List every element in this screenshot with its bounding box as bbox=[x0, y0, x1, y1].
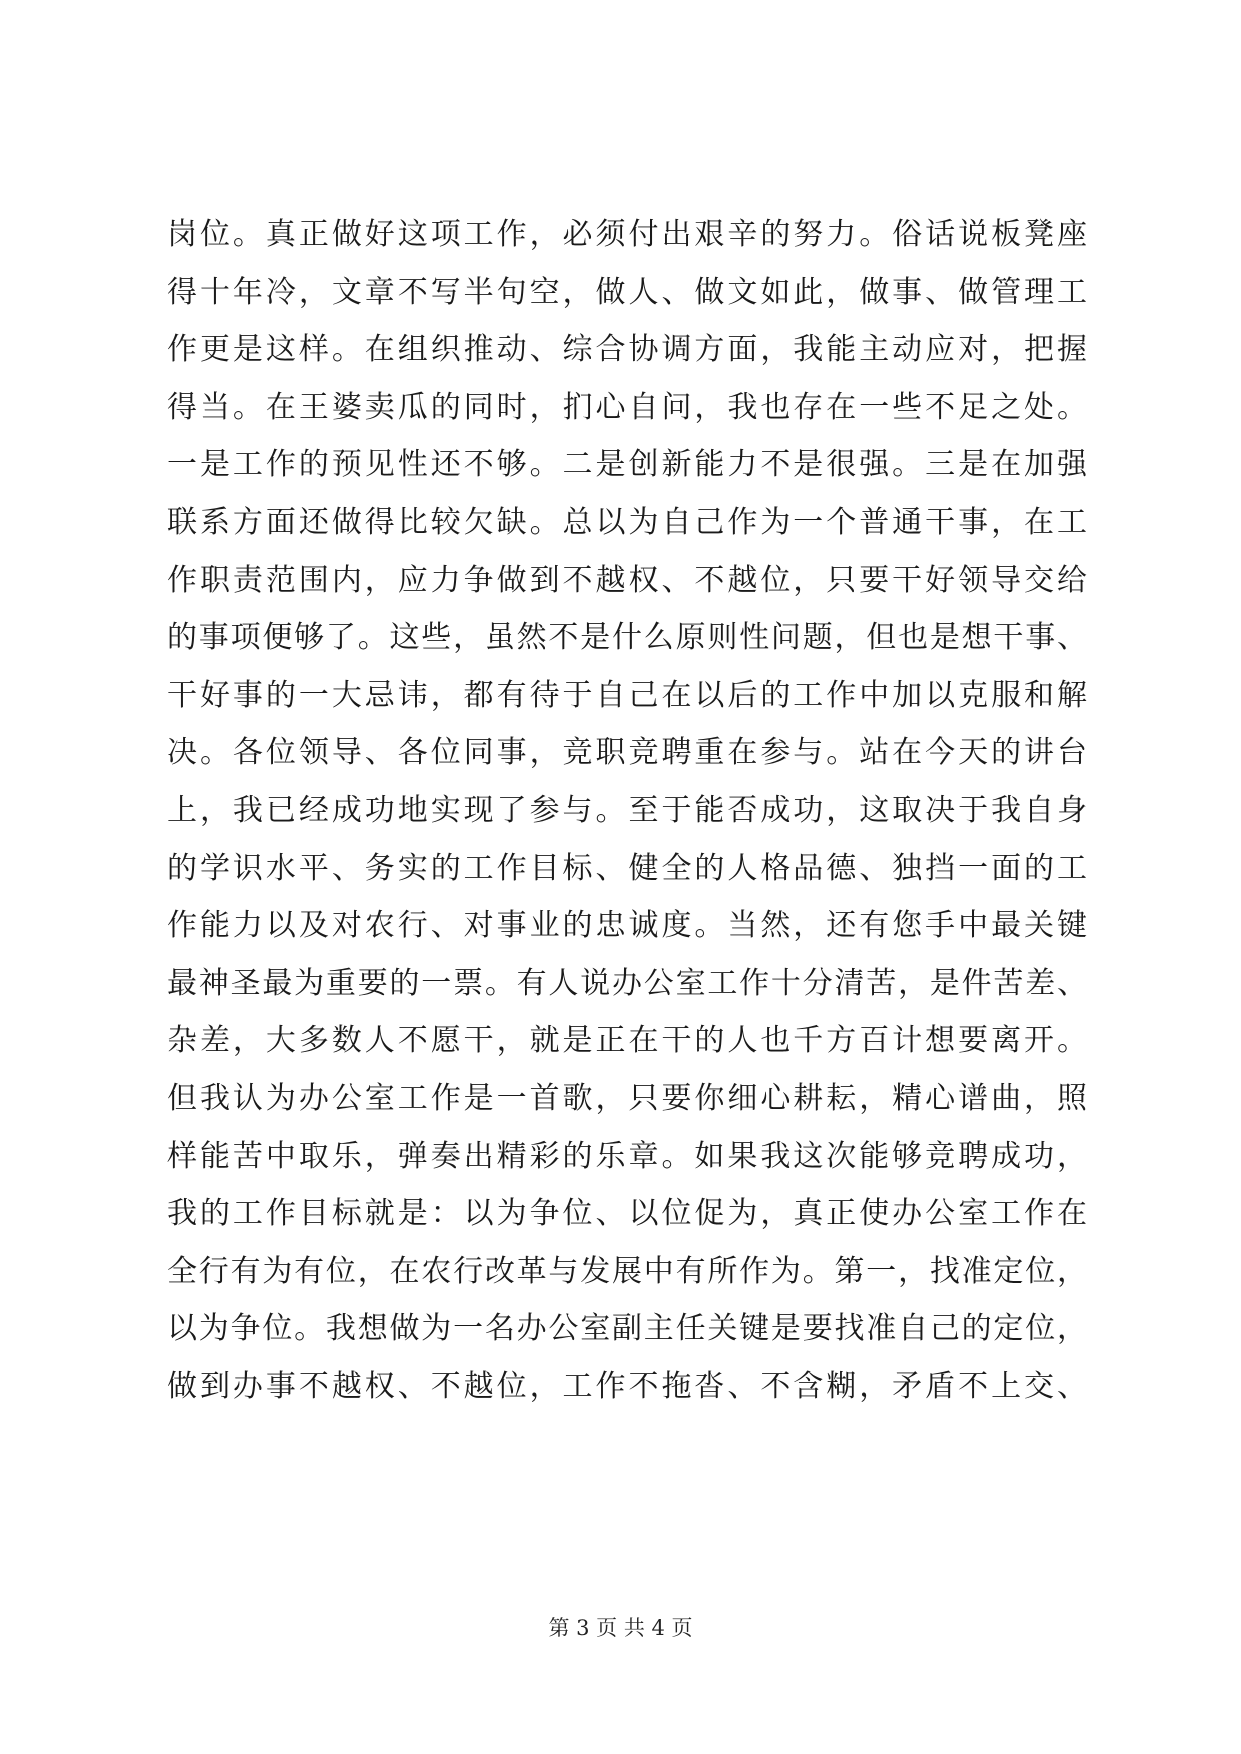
text-line-1: 岗位。真正做好这项工作，必须付出艰辛的努力。俗话说板凳座 bbox=[167, 217, 1087, 252]
text-line-15: 杂差，大多数人不愿干，就是正在干的人也千方百计想要离开。 bbox=[167, 1023, 1087, 1059]
text-line-10: 决。各位领导、各位同事，竞职竞聘重在参与。站在今天的讲台 bbox=[167, 735, 1087, 771]
text-line-20: 以为争位。我想做为一名办公室副主任关键是要找准自己的定位， bbox=[167, 1311, 1087, 1347]
text-line-5: 一是工作的预见性还不够。二是创新能力不是很强。三是在加强 bbox=[167, 447, 1087, 483]
text-line-17: 样能苦中取乐，弹奏出精彩的乐章。如果我这次能够竞聘成功， bbox=[167, 1138, 1087, 1174]
text-line-12: 的学识水平、务实的工作目标、健全的人格品德、独挡一面的工 bbox=[167, 850, 1087, 886]
text-line-3: 作更是这样。在组织推动、综合协调方面，我能主动应对，把握 bbox=[167, 332, 1087, 368]
text-line-8: 的事项便够了。这些，虽然不是什么原则性问题，但也是想干事、 bbox=[167, 620, 1087, 656]
body-text bbox=[167, 206, 1087, 1415]
text-line-18: 我的工作目标就是：以为争位、以位促为，真正使办公室工作在 bbox=[167, 1196, 1087, 1232]
text-line-16: 但我认为办公室工作是一首歌，只要你细心耕耘，精心谱曲，照 bbox=[167, 1080, 1087, 1116]
text-line-6: 联系方面还做得比较欠缺。总以为自己作为一个普通干事，在工 bbox=[167, 504, 1087, 540]
text-line-2: 得十年冷，文章不写半句空，做人、做文如此，做事、做管理工 bbox=[167, 274, 1087, 310]
text-line-9: 干好事的一大忌讳，都有待于自己在以后的工作中加以克服和解 bbox=[167, 677, 1087, 713]
text-line-19: 全行有为有位，在农行改革与发展中有所作为。第一，找准定位， bbox=[167, 1253, 1087, 1289]
text-line-4: 得当。在王婆卖瓜的同时，扪心自问，我也存在一些不足之处。 bbox=[167, 389, 1087, 425]
text-line-7: 作职责范围内，应力争做到不越权、不越位，只要干好领导交给 bbox=[167, 562, 1087, 598]
text-line-11: 上，我已经成功地实现了参与。至于能否成功，这取决于我自身 bbox=[167, 792, 1087, 828]
text-line-21: 做到办事不越权、不越位，工作不拖沓、不含糊，矛盾不上交、 bbox=[167, 1368, 1087, 1404]
page-footer bbox=[0, 1613, 1241, 1643]
text-line-14: 最神圣最为重要的一票。有人说办公室工作十分清苦，是件苦差、 bbox=[167, 965, 1087, 1001]
page-number-label: 第 3 页 共 4 页 bbox=[548, 1616, 693, 1640]
text-line-13: 作能力以及对农行、对事业的忠诚度。当然，还有您手中最关键 bbox=[167, 908, 1087, 944]
